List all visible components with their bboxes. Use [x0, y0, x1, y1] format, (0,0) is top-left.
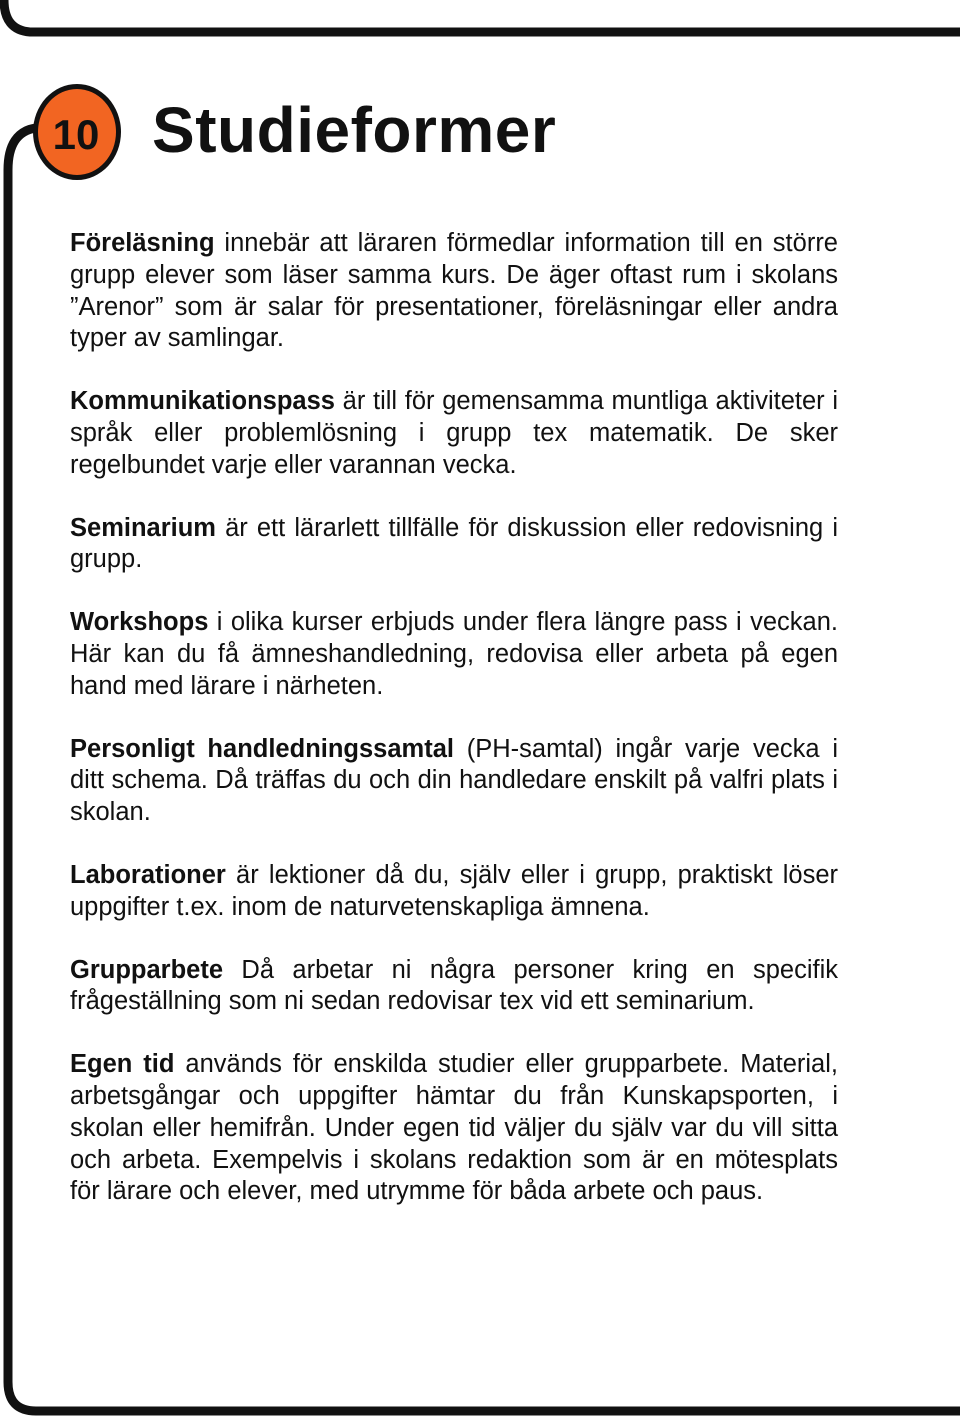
section-grupparbete: [70, 955, 838, 1019]
section-term: Seminarium: [70, 513, 216, 542]
chapter-number: 10: [52, 111, 100, 158]
section-term: Workshops: [70, 608, 209, 637]
chapter-number-badge: [33, 84, 121, 180]
section-kommunikationspass: [70, 386, 838, 481]
section-term: Laborationer: [70, 860, 226, 889]
section-text: är till för gemensamma muntliga aktiviteter i språk eller problemlösning i grupp tex matematik. De sker regelbundet varje eller varannan vecka.: [70, 387, 838, 479]
section-egen-tid: [70, 1049, 838, 1208]
section-term: Egen tid: [70, 1050, 175, 1079]
section-text: är lektioner då du, själv eller i grupp, praktiskt löser uppgifter t.ex. inom de naturvetenskapliga ämnena.: [70, 860, 838, 921]
section-text: används för enskilda studier eller grupparbete. Material, arbetsgångar och uppgifter hämtar du från Kunskapsporten, i skolan eller hemifrån. Under egen tid väljer du själv var du vill sitta och arbeta. Exempelvis i skolans redaktion som är en mötesplats för lärare och elever, med utrymme för båda arbete och paus.: [70, 1050, 838, 1206]
section-forelasning: [70, 228, 838, 355]
section-text: Då arbetar ni några personer kring en specifik frågeställning som ni sedan redovisar tex vid ett seminarium.: [70, 955, 838, 1016]
study-forms-list: [70, 228, 838, 1239]
section-text: (PH-samtal) ingår varje vecka i ditt schema. Då träffas du och din handledare enskilt på valfri plats i skolan.: [70, 734, 838, 827]
section-text: är ett lärarlett tillfälle för diskussion eller redovisning i grupp.: [70, 513, 838, 574]
section-term: Personligt handledningssamtal: [70, 734, 454, 763]
section-term: Kommunikationspass: [70, 387, 335, 416]
section-text: innebär att läraren förmedlar information till en större grupp elever som läser samma kurs. De äger oftast rum i skolans ”Arenor” som är salar för presentationer, föreläsningar eller andra typer av samlingar.: [70, 229, 838, 353]
section-term: Föreläsning: [70, 229, 215, 257]
section-seminarium: [70, 513, 838, 577]
section-workshops: [70, 607, 838, 702]
section-personligt-handledningssamtal: [70, 734, 838, 829]
section-laborationer: [70, 860, 838, 924]
section-term: Grupparbete: [70, 955, 224, 984]
page-title: Studieformer: [152, 94, 557, 166]
section-text: i olika kurser erbjuds under flera längre pass i veckan. Här kan du få ämneshandledning, redovisa eller arbeta på egen hand med lärare i närheten.: [70, 608, 838, 700]
